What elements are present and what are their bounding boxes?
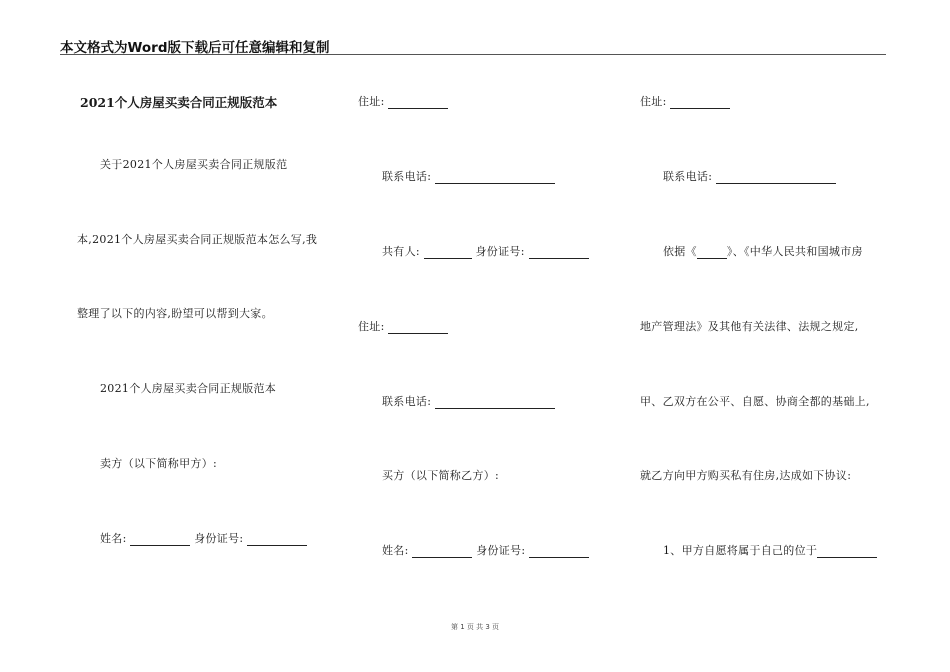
document-header: 本文格式为Word版下载后可任意编辑和复制: [60, 40, 330, 56]
co-owner-address-row: [358, 318, 448, 334]
basis-text-end: 》、《中华人民共和国城市房: [726, 245, 863, 258]
phone-blank[interactable]: [435, 172, 555, 184]
name-blank[interactable]: [130, 534, 190, 546]
phone-label: 联系电话:: [663, 170, 713, 183]
co-owner-blank[interactable]: [424, 247, 472, 259]
id-label: 身份证号:: [475, 245, 525, 258]
address-label: 住址:: [358, 95, 385, 108]
section-subtitle: 2021个人房屋买卖合同正规版范本: [100, 382, 277, 395]
basis-text-start: 依据《: [663, 245, 697, 258]
legal-basis-line: [663, 243, 863, 259]
intro-line-1: 关于2021个人房屋买卖合同正规版范: [100, 158, 288, 171]
seller-name-row: [100, 530, 307, 546]
id-blank[interactable]: [529, 546, 589, 558]
header-divider: [60, 54, 886, 55]
co-owner-label: 共有人:: [382, 245, 420, 258]
co-owner-phone-row: [382, 393, 555, 409]
id-blank[interactable]: [247, 534, 307, 546]
id-label: 身份证号:: [476, 544, 526, 557]
phone-blank[interactable]: [435, 397, 555, 409]
clause-1-line: [663, 542, 877, 558]
co-owner-row: [382, 243, 589, 259]
address-blank[interactable]: [670, 97, 730, 109]
address-blank[interactable]: [388, 322, 448, 334]
address-blank[interactable]: [388, 97, 448, 109]
basis-blank[interactable]: [697, 247, 727, 259]
name-label: 姓名:: [382, 544, 409, 557]
address-label: 住址:: [358, 320, 385, 333]
buyer-phone-row: [663, 168, 836, 184]
contract-title: 2021个人房屋买卖合同正规版范本: [80, 95, 278, 110]
seller-address-row: [358, 93, 448, 109]
phone-label: 联系电话:: [382, 170, 432, 183]
name-blank[interactable]: [412, 546, 472, 558]
law-line: 地产管理法》及其他有关法律、法规之规定,: [640, 320, 859, 333]
seller-phone-row: [382, 168, 555, 184]
id-label: 身份证号:: [194, 532, 244, 545]
phone-label: 联系电话:: [382, 395, 432, 408]
intro-line-3: 整理了以下的内容,盼望可以帮到大家。: [77, 307, 273, 320]
address-label: 住址:: [640, 95, 667, 108]
location-blank[interactable]: [817, 546, 877, 558]
name-label: 姓名:: [100, 532, 127, 545]
agreement-line: 就乙方向甲方购买私有住房,达成如下协议:: [640, 469, 852, 482]
buyer-heading: 买方（以下简称乙方）:: [382, 469, 500, 482]
buyer-address-row: [640, 93, 730, 109]
page-number: 第 1 页 共 3 页: [450, 623, 500, 631]
seller-heading: 卖方（以下简称甲方）:: [100, 457, 218, 470]
phone-blank[interactable]: [716, 172, 836, 184]
intro-line-2: 本,2021个人房屋买卖合同正规版范本怎么写,我: [77, 233, 318, 246]
buyer-name-row: [382, 542, 589, 558]
parties-line: 甲、乙双方在公平、自愿、协商全都的基础上,: [640, 395, 870, 408]
id-blank[interactable]: [529, 247, 589, 259]
clause-1-text: 1、甲方自愿将属于自己的位于: [663, 544, 818, 557]
